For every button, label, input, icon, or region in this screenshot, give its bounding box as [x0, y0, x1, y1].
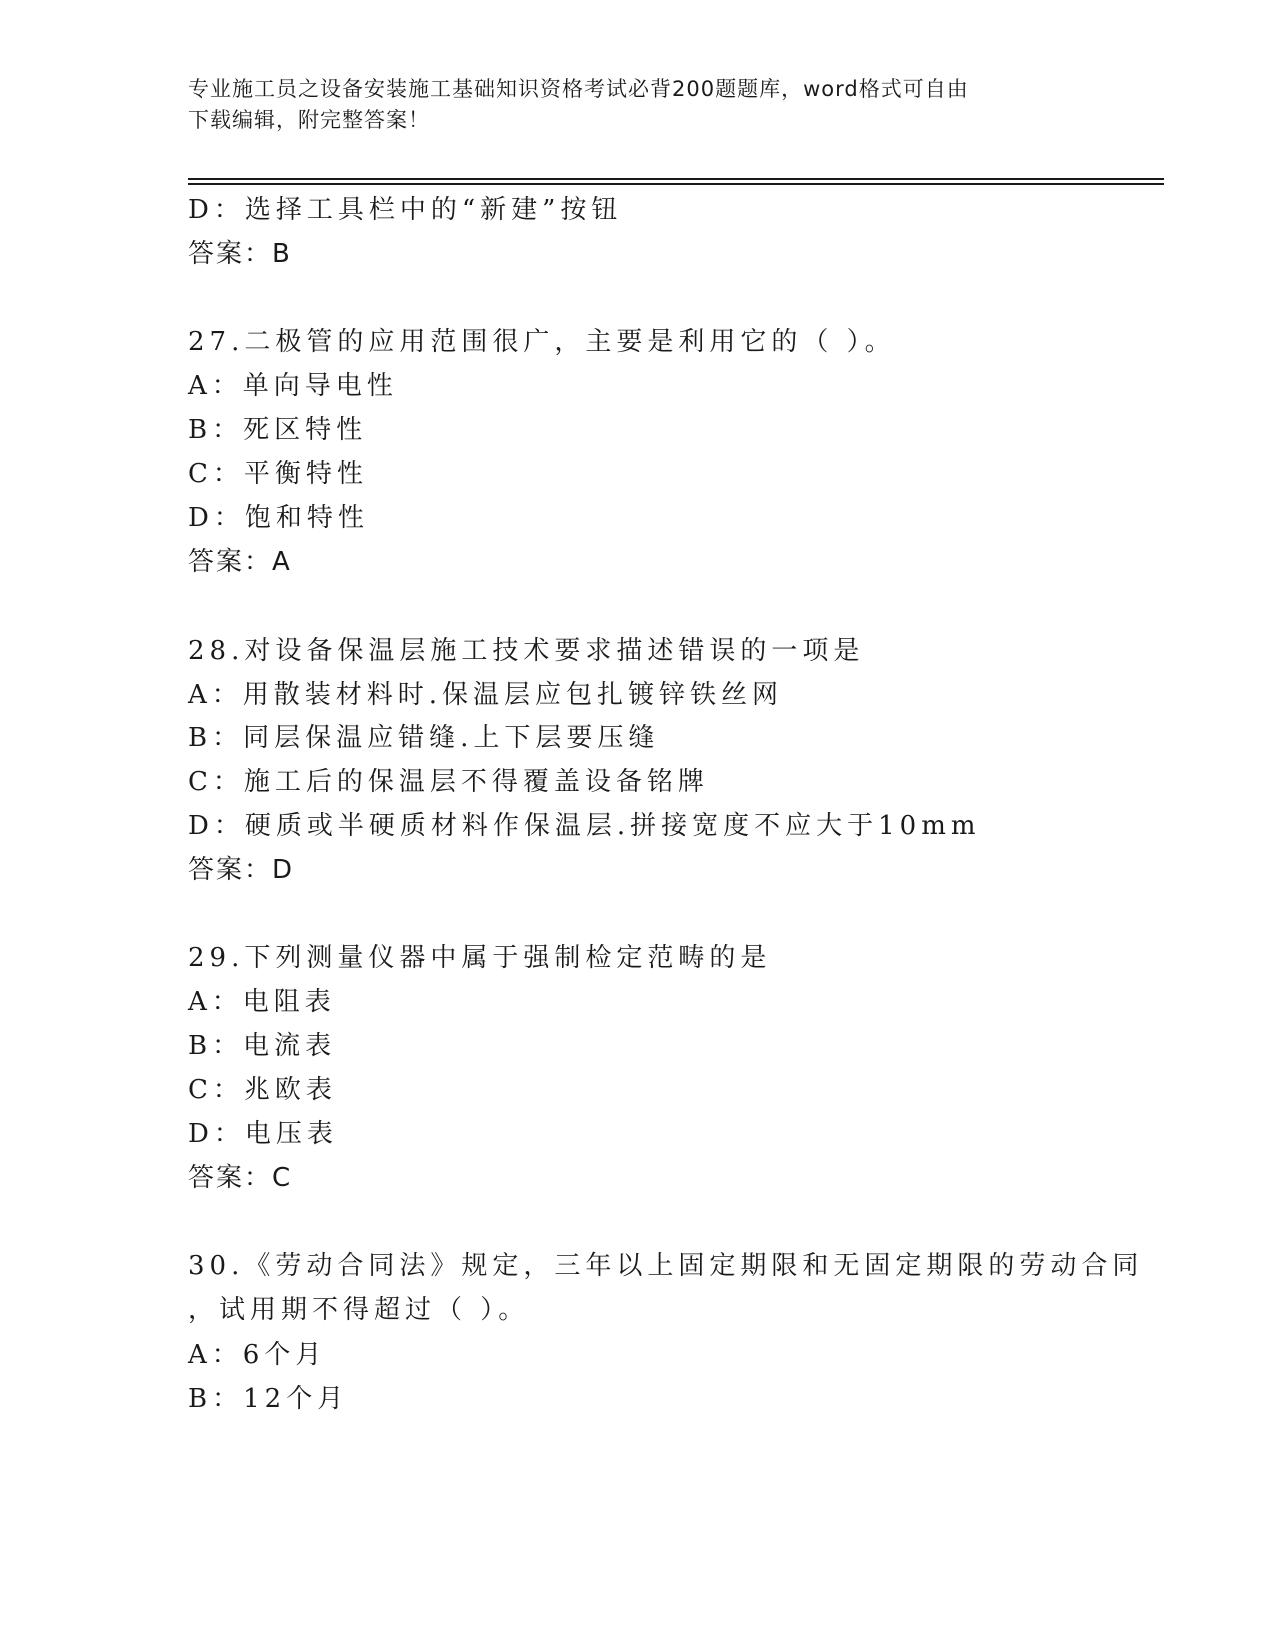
q29-question: 29.下列测量仪器中属于强制检定范畴的是 [188, 943, 772, 973]
q26-option-d: D：选择工具栏中的“新建”按钮 [188, 195, 623, 225]
q30-option-b: B：12个月 [188, 1384, 349, 1414]
header-divider-top [188, 178, 1164, 180]
q28-option-c: C：施工后的保温层不得覆盖设备铭牌 [188, 767, 709, 797]
q27-question: 27.二极管的应用范围很广，主要是利用它的（ ）。 [188, 327, 896, 357]
header-divider-bottom [188, 183, 1164, 185]
q29-answer: 答案：C [188, 1163, 293, 1193]
q27-answer: 答案：A [188, 547, 292, 577]
q26-answer: 答案：B [188, 239, 292, 269]
q28-answer: 答案：D [188, 855, 295, 885]
document-header [188, 74, 1088, 136]
q29-option-b: B：电流表 [188, 1031, 337, 1061]
q30-question-line-2: ，试用期不得超过（ ）。 [188, 1295, 530, 1325]
q29-option-a: A：电阻表 [188, 987, 336, 1017]
q29-option-c: C：兆欧表 [188, 1075, 337, 1105]
q30-question-line-1: 30.《劳动合同法》规定，三年以上固定期限和无固定期限的劳动合同 [188, 1251, 1144, 1281]
q30-option-a: A：6个月 [188, 1340, 327, 1370]
q28-option-b: B：同层保温应错缝.上下层要压缝 [188, 723, 660, 753]
header-line-1: 专业施工员之设备安装施工基础知识资格考试必背200题题库，word格式可自由 [188, 77, 969, 101]
q28-question: 28.对设备保温层施工技术要求描述错误的一项是 [188, 636, 865, 666]
q28-option-d: D：硬质或半硬质材料作保温层.拼接宽度不应大于10mm [188, 811, 981, 841]
q27-option-b: B：死区特性 [188, 415, 368, 445]
q27-option-a: A：单向导电性 [188, 371, 398, 401]
q27-option-c: C：平衡特性 [188, 459, 368, 489]
header-line-2: 下载编辑，附完整答案！ [188, 108, 430, 132]
q28-option-a: A：用散装材料时.保温层应包扎镀锌铁丝网 [188, 680, 784, 710]
q29-option-d: D：电压表 [188, 1119, 338, 1149]
q27-option-d: D：饱和特性 [188, 503, 369, 533]
